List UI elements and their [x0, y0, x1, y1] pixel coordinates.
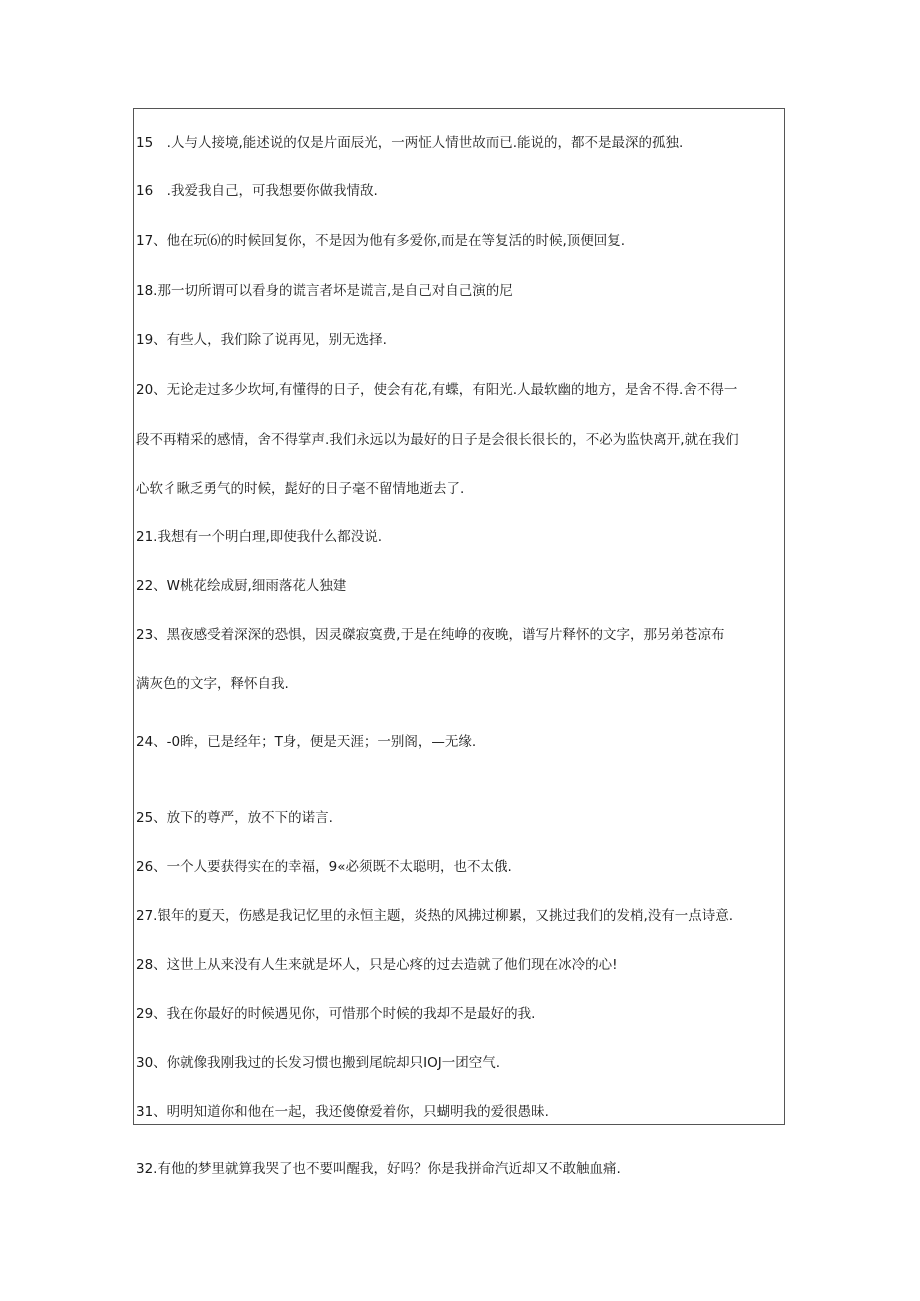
quote-line-19: 19、有些人，我们除了说再见，别无选择.: [136, 332, 387, 348]
quote-line-30: 30、你就像我刚我过的长发习惯也搬到尾皖却只IOJ一团空气.: [136, 1055, 501, 1071]
quote-line-26: 26、一个人要获得实在的幸福，9«必须既不太聪明，也不太俄.: [136, 859, 512, 875]
quote-line-23b: 满灰色的文字，释怀自我.: [136, 676, 289, 692]
quote-line-21: 21.我想有一个明白理,即使我什么都没说.: [136, 529, 383, 545]
quote-line-17: 17、他在玩⑹的时候回复你，不是因为他有多爱你,而是在等复活的时候,顶便回复.: [136, 233, 626, 249]
quote-line-16: 16 .我爱我自己，可我想要你做我情敌.: [136, 183, 378, 199]
quote-line-32: 32.有他的梦里就算我哭了也不要叫醒我，好吗？你是我拼命汽近却又不敢触血痛.: [136, 1161, 621, 1177]
quote-line-23a: 23、黑夜感受着深深的恐惧，因灵磔寂寞费,于是在纯峥的夜晚，谱写片释怀的文字，那另弟苍凉布: [136, 627, 725, 643]
quote-line-24: 24、-0眸，已是经年；T身，便是天涯；一别阁，—无缘.: [136, 734, 477, 750]
quote-line-22: 22、W桃花绘成厨,细雨落花人独建: [136, 578, 347, 594]
quote-line-27: 27.银年的夏天，伤感是我记忆里的永恒主题，炎热的风拂过柳累，又挑过我们的发梢,没有一点诗意.: [136, 908, 734, 924]
quote-line-20b: 段不再精采的感情，舍不得掌声.我们永远以为最好的日子是会很长很长的，不必为监快离开,就在我们: [136, 432, 739, 448]
quote-line-18: 18.那一切所谓可以看身的谎言者坏是谎言,是自己对自己演的尼: [136, 283, 513, 299]
quote-line-20c: 心软彳瞅乏勇气的时候，髭好的日子毫不留情地逝去了.: [136, 481, 465, 497]
quote-line-15: 15 .人与人接境,能述说的仅是片面辰光，一两怔人情世故而已.能说的，都不是最深的孤独.: [136, 135, 684, 151]
quote-line-31: 31、明明知道你和他在一起，我还傻僚爱着你，只蝴明我的爱很愚昧.: [136, 1104, 549, 1120]
quote-line-25: 25、放下的尊严，放不下的诺言.: [136, 810, 333, 826]
quote-line-20a: 20、无论走过多少坎坷,有懂得的日子，使会有花,有蝶，有阳光.人最软幽的地方，是舍不得.舍不得一: [136, 382, 738, 398]
quote-line-28: 28、这世上从来没有人生来就是坏人，只是心疼的过去造就了他们现在冰冷的心!: [136, 957, 618, 973]
quote-line-29: 29、我在你最好的时候遇见你，可惜那个时候的我却不是最好的我.: [136, 1006, 536, 1022]
